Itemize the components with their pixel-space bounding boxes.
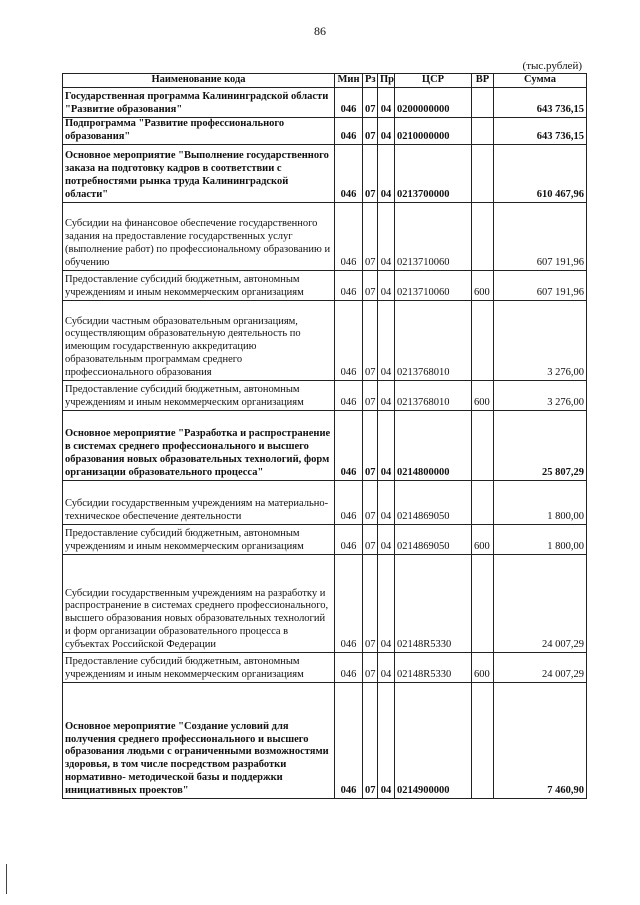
cell-vr: 600 xyxy=(472,652,494,682)
cell-min: 046 xyxy=(335,144,363,202)
table-header-row xyxy=(63,74,587,88)
cell-rz: 07 xyxy=(363,270,378,300)
cell-name: Основное мероприятие "Выполнение государственного заказа на подготовку кадров в соответствии с потребностями рынка труда Калининградской области" xyxy=(63,144,335,202)
table-row xyxy=(63,300,587,380)
cell-rz: 07 xyxy=(363,524,378,554)
cell-sum: 607 191,96 xyxy=(494,202,587,270)
table-row xyxy=(63,554,587,652)
cell-vr xyxy=(472,88,494,118)
cell-name: Субсидии государственным учреждениям на материально-техническое обеспечение деятельности xyxy=(63,480,335,524)
header-name: Наименование кода xyxy=(63,74,335,88)
cell-name: Предоставление субсидий бюджетным, автономным учреждениям и иным некоммерческим организациям xyxy=(63,524,335,554)
cell-min: 046 xyxy=(335,118,363,145)
cell-vr xyxy=(472,480,494,524)
header-csr: ЦСР xyxy=(395,74,472,88)
header-vr: ВР xyxy=(472,74,494,88)
cell-csr: 0213710060 xyxy=(395,270,472,300)
cell-vr: 600 xyxy=(472,270,494,300)
cell-min: 046 xyxy=(335,410,363,480)
cell-pr: 04 xyxy=(378,410,395,480)
cell-name: Государственная программа Калининградской области "Развитие образования" xyxy=(63,88,335,118)
cell-sum: 643 736,15 xyxy=(494,118,587,145)
table-row xyxy=(63,524,587,554)
cell-csr: 0213768010 xyxy=(395,380,472,410)
header-pr: Пр xyxy=(378,74,395,88)
cell-name: Субсидии на финансовое обеспечение государственного задания на предоставление государственных услуг (выполнение работ) по профессиональному образованию и обучению xyxy=(63,202,335,270)
cell-min: 046 xyxy=(335,554,363,652)
cell-sum: 24 007,29 xyxy=(494,554,587,652)
cell-csr: 0214900000 xyxy=(395,682,472,798)
cell-pr: 04 xyxy=(378,652,395,682)
table-row xyxy=(63,682,587,798)
table-row xyxy=(63,652,587,682)
cell-csr: 0214869050 xyxy=(395,524,472,554)
cell-pr: 04 xyxy=(378,380,395,410)
units-note: (тыс.рублей) xyxy=(522,60,582,72)
page-number: 86 xyxy=(314,24,326,38)
cell-rz: 07 xyxy=(363,652,378,682)
cell-pr: 04 xyxy=(378,480,395,524)
header-min: Мин xyxy=(335,74,363,88)
cell-rz: 07 xyxy=(363,480,378,524)
budget-table xyxy=(62,73,587,799)
cell-vr xyxy=(472,144,494,202)
cell-vr: 600 xyxy=(472,380,494,410)
cell-csr: 0210000000 xyxy=(395,118,472,145)
cell-rz: 07 xyxy=(363,88,378,118)
cell-sum: 610 467,96 xyxy=(494,144,587,202)
cell-sum: 1 800,00 xyxy=(494,524,587,554)
cell-vr: 600 xyxy=(472,524,494,554)
cell-sum: 7 460,90 xyxy=(494,682,587,798)
cell-name: Предоставление субсидий бюджетным, автономным учреждениям и иным некоммерческим организациям xyxy=(63,270,335,300)
cell-sum: 1 800,00 xyxy=(494,480,587,524)
cell-csr: 0213700000 xyxy=(395,144,472,202)
margin-mark xyxy=(6,864,7,894)
cell-rz: 07 xyxy=(363,118,378,145)
cell-csr: 0213710060 xyxy=(395,202,472,270)
table-row xyxy=(63,480,587,524)
cell-min: 046 xyxy=(335,202,363,270)
header-rz: Рз xyxy=(363,74,378,88)
cell-min: 046 xyxy=(335,270,363,300)
cell-vr xyxy=(472,410,494,480)
cell-pr: 04 xyxy=(378,300,395,380)
cell-min: 046 xyxy=(335,300,363,380)
cell-vr xyxy=(472,202,494,270)
cell-min: 046 xyxy=(335,88,363,118)
cell-pr: 04 xyxy=(378,88,395,118)
cell-name: Основное мероприятие "Разработка и распространение в системах среднего профессионального и высшего образования новых образовательных технологий, форм организации образовательного процесса" xyxy=(63,410,335,480)
cell-csr: 0214800000 xyxy=(395,410,472,480)
table-row xyxy=(63,270,587,300)
cell-csr: 0214869050 xyxy=(395,480,472,524)
cell-name: Субсидии государственным учреждениям на разработку и распространение в системах среднего профессионального, высшего образования новых образовательных технологий и форм организации образовательного процесса в субъектах Российской Федерации xyxy=(63,554,335,652)
table-row xyxy=(63,380,587,410)
cell-rz: 07 xyxy=(363,682,378,798)
table-row xyxy=(63,202,587,270)
cell-name: Субсидии частным образовательным организациям, осуществляющим образовательную деятельность по имеющим государственную аккредитацию образовательным программам среднего профессионального образования xyxy=(63,300,335,380)
cell-pr: 04 xyxy=(378,682,395,798)
cell-pr: 04 xyxy=(378,118,395,145)
cell-min: 046 xyxy=(335,524,363,554)
cell-name: Предоставление субсидий бюджетным, автономным учреждениям и иным некоммерческим организациям xyxy=(63,652,335,682)
cell-rz: 07 xyxy=(363,410,378,480)
cell-pr: 04 xyxy=(378,554,395,652)
cell-rz: 07 xyxy=(363,380,378,410)
cell-vr xyxy=(472,682,494,798)
cell-rz: 07 xyxy=(363,202,378,270)
cell-vr xyxy=(472,554,494,652)
cell-sum: 643 736,15 xyxy=(494,88,587,118)
cell-pr: 04 xyxy=(378,202,395,270)
table-row xyxy=(63,118,587,145)
cell-csr: 02148R5330 xyxy=(395,554,472,652)
cell-vr xyxy=(472,300,494,380)
cell-name: Предоставление субсидий бюджетным, автономным учреждениям и иным некоммерческим организациям xyxy=(63,380,335,410)
cell-pr: 04 xyxy=(378,144,395,202)
cell-name: Подпрограмма "Развитие профессионального образования" xyxy=(63,118,335,145)
table-body xyxy=(63,88,587,799)
table-row xyxy=(63,88,587,118)
cell-sum: 3 276,00 xyxy=(494,380,587,410)
cell-rz: 07 xyxy=(363,144,378,202)
table-row xyxy=(63,144,587,202)
cell-sum: 25 807,29 xyxy=(494,410,587,480)
cell-rz: 07 xyxy=(363,300,378,380)
cell-sum: 24 007,29 xyxy=(494,652,587,682)
cell-sum: 3 276,00 xyxy=(494,300,587,380)
cell-min: 046 xyxy=(335,380,363,410)
header-sum: Сумма xyxy=(494,74,587,88)
cell-vr xyxy=(472,118,494,145)
cell-min: 046 xyxy=(335,652,363,682)
table-row xyxy=(63,410,587,480)
cell-sum: 607 191,96 xyxy=(494,270,587,300)
cell-csr: 0213768010 xyxy=(395,300,472,380)
cell-csr: 02148R5330 xyxy=(395,652,472,682)
cell-min: 046 xyxy=(335,480,363,524)
cell-name: Основное мероприятие "Создание условий для получения среднего профессионального и высшего образования людьми с ограниченными возможностями здоровья, в том числе посредством разработки нормативно- методической базы и поддержки инициативных проектов" xyxy=(63,682,335,798)
cell-min: 046 xyxy=(335,682,363,798)
cell-rz: 07 xyxy=(363,554,378,652)
cell-csr: 0200000000 xyxy=(395,88,472,118)
cell-pr: 04 xyxy=(378,524,395,554)
cell-pr: 04 xyxy=(378,270,395,300)
